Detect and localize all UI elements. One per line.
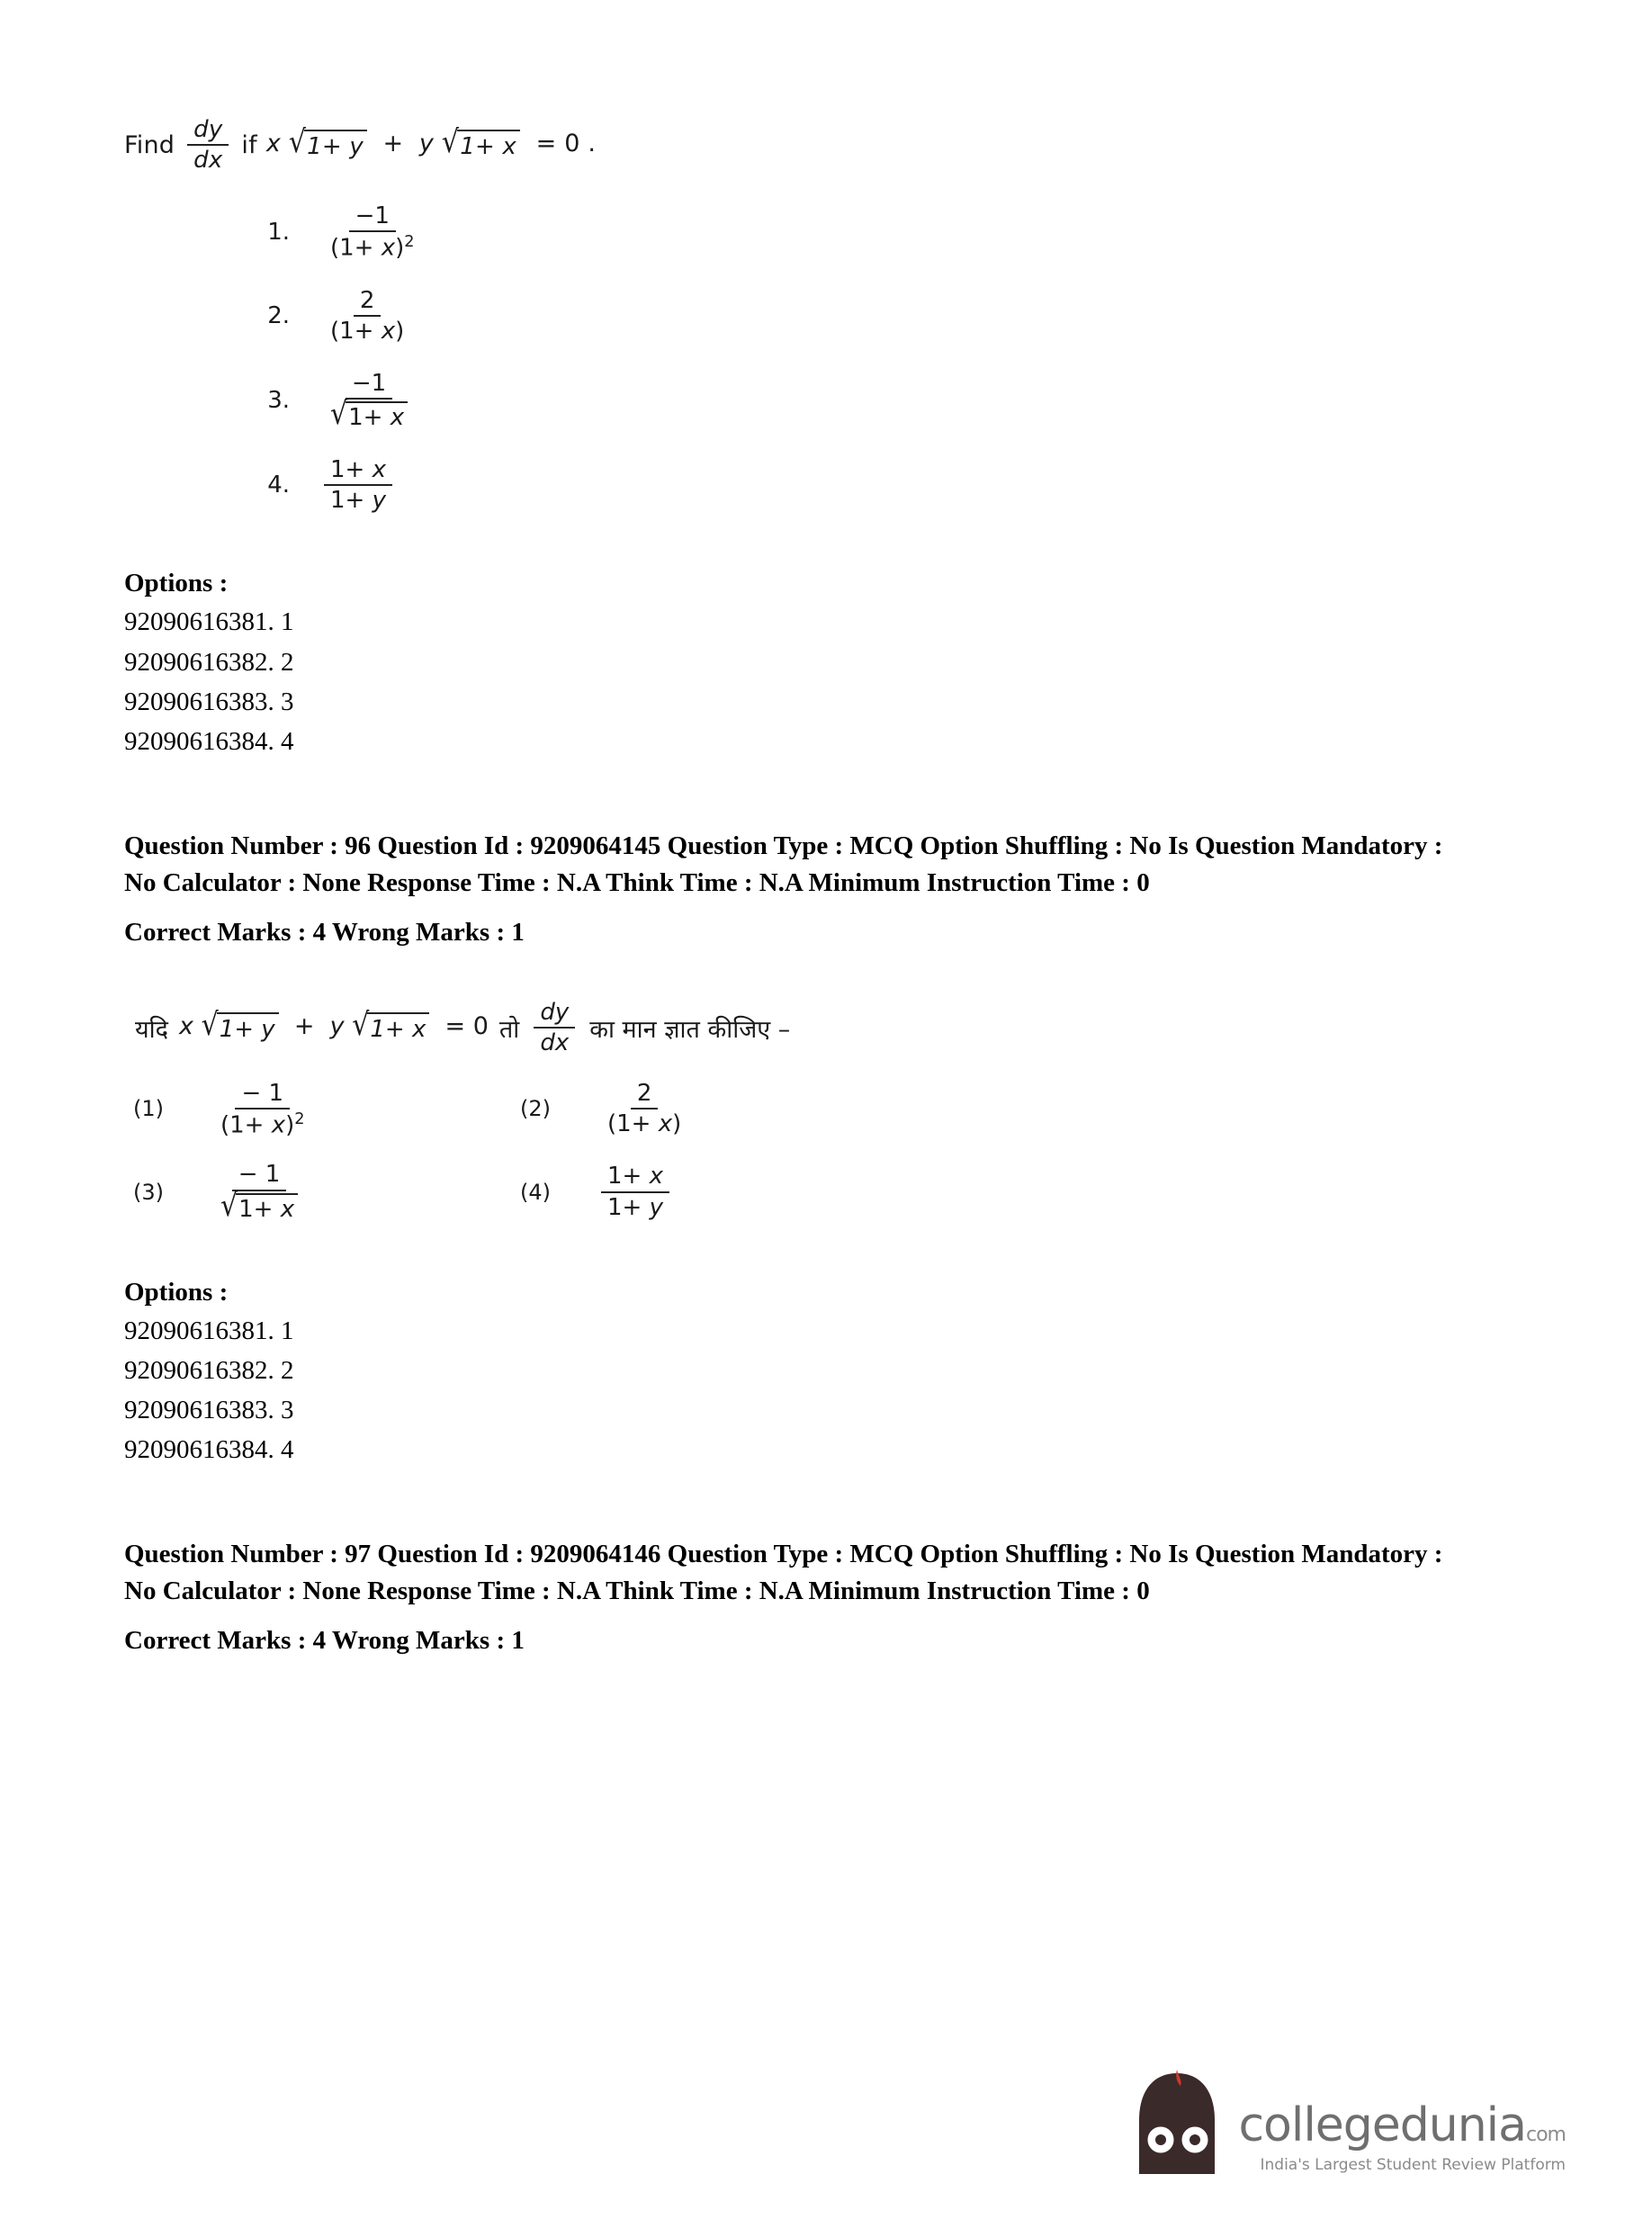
option-id: 92090616382. 2 (124, 1355, 294, 1385)
question-97-meta (124, 1536, 1652, 1660)
option-number: (3) (133, 1179, 164, 1205)
dy-dx-fraction: $\frac{dy}{dx}$ (187, 117, 229, 173)
option-value: −1 √ 1+ x (324, 371, 414, 430)
option-number: 1. (267, 219, 290, 247)
option-value: $\frac{2}{(1+ x)}$ (330, 286, 405, 346)
logo-word: collegeduniacom (1238, 2098, 1566, 2152)
option-number: 3. (267, 387, 290, 415)
question-96-block (124, 999, 1652, 1224)
option-item[interactable] (259, 370, 1652, 433)
option-number: (2) (520, 1096, 551, 1122)
option-number: 4. (267, 472, 290, 499)
option-item[interactable] (520, 1162, 907, 1221)
option-item[interactable] (259, 203, 1652, 261)
option-number: (4) (520, 1179, 551, 1205)
question-95-options (259, 203, 1652, 513)
question-96-meta (124, 828, 1652, 952)
option-value: − 1 √ 1+ x (214, 1162, 304, 1221)
option-id: 92090616383. 3 (124, 687, 294, 716)
options-label: Options : (124, 1277, 229, 1307)
meta-line-2: Correct Marks : 4 Wrong Marks : 1 (124, 918, 525, 948)
question-96-option-ids (124, 1278, 1652, 1469)
option-item[interactable] (259, 288, 1652, 344)
stem-expression: x √ 1+ y + y √ 1+ x = 0 (179, 1007, 489, 1044)
option-id: 92090616383. 3 (124, 1395, 294, 1424)
question-95-block (124, 0, 1652, 513)
option-value: $\frac{1+ x}{1+ y}$ (601, 1163, 669, 1219)
option-item[interactable] (133, 1161, 520, 1224)
option-id: 92090616384. 4 (124, 1434, 294, 1464)
collegedunia-mascot-icon (1128, 2068, 1226, 2174)
option-value: $\frac{- 1}{(1+ x)^2}$ (220, 1079, 305, 1139)
stem-hindi-end: का मान ज्ञात कीजिए – (589, 1015, 791, 1044)
option-number: 2. (267, 302, 290, 330)
options-label: Options : (124, 569, 229, 598)
option-value: $\frac{-1}{(1+ x)^2}$ (330, 202, 415, 262)
option-item[interactable] (133, 1079, 520, 1138)
collegedunia-logotype (1238, 2098, 1566, 2174)
stem-expression: x √ 1+ y + y √ 1+ x = 0 . (265, 124, 597, 161)
question-95-stem (124, 117, 1652, 173)
meta-line-1: Question Number : 96 Question Id : 9209064145 Question Type : MCQ Option Shuffling : No Is Question Mandatory : No Calculator : None Response Time : N.A Think Time : N.A Minimum Instruction Time : 0 (124, 831, 1443, 897)
logo-tagline: India's Largest Student Review Platform (1260, 2156, 1566, 2174)
question-96-options (133, 1079, 1652, 1224)
collegedunia-watermark (1128, 2068, 1566, 2174)
option-item[interactable] (520, 1079, 907, 1138)
question-96-stem (135, 1000, 1652, 1056)
stem-mid: if (241, 130, 257, 159)
dy-dx-fraction: $\frac{dy}{dx}$ (534, 1000, 575, 1056)
meta-line-1: Question Number : 97 Question Id : 9209064146 Question Type : MCQ Option Shuffling : No Is Question Mandatory : No Calculator : None Response Time : N.A Think Time : N.A Minimum Instruction Time : 0 (124, 1539, 1443, 1606)
option-id: 92090616384. 4 (124, 726, 294, 756)
option-id: 92090616382. 2 (124, 647, 294, 677)
question-95-option-ids (124, 569, 1652, 760)
meta-line-2: Correct Marks : 4 Wrong Marks : 1 (124, 1626, 525, 1656)
option-id: 92090616381. 1 (124, 607, 294, 637)
stem-prefix: Find (124, 130, 175, 159)
option-item[interactable] (259, 457, 1652, 513)
option-value: $\frac{1+ x}{1+ y}$ (324, 457, 392, 513)
option-value: $\frac{2}{(1+ x)}$ (607, 1080, 682, 1138)
stem-hindi-to: तो (498, 1015, 520, 1044)
stem-hindi-start: यदि (135, 1015, 168, 1044)
option-number: (1) (133, 1096, 164, 1122)
option-id: 92090616381. 1 (124, 1316, 294, 1345)
